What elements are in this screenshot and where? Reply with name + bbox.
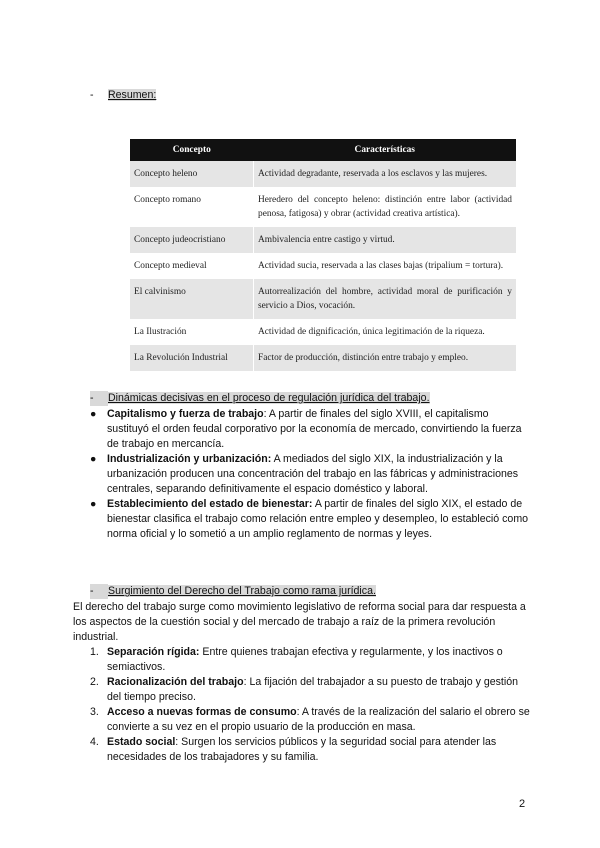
cell-description: Ambivalencia entre castigo y virtud. <box>254 227 517 253</box>
bullet-icon: ● <box>90 408 97 420</box>
cell-concept: La Ilustración <box>130 319 254 345</box>
list-item <box>90 407 530 452</box>
item-title: Separación rígida: <box>107 646 200 658</box>
item-text: : A través de la realización del salario el obrero se convierte a su vez en el propio usuario de la producción en masa. <box>107 706 530 733</box>
table-row <box>130 319 516 345</box>
dynamics-heading-text: Dinámicas decisivas en el proceso de regulación jurídica del trabajo. <box>108 392 430 404</box>
item-title: Industrialización y urbanización: <box>107 453 272 465</box>
table-row <box>130 187 516 227</box>
bullet-icon: ● <box>90 453 97 465</box>
cell-concept: Concepto heleno <box>130 161 254 187</box>
dynamics-list <box>90 407 530 542</box>
item-number: 3. <box>90 706 99 718</box>
list-item <box>90 735 530 765</box>
table-row <box>130 227 516 253</box>
table-row <box>130 279 516 319</box>
list-item <box>90 705 530 735</box>
cell-description: Autorrealización del hombre, actividad moral de purificación y servicio a Dios, vocación. <box>254 279 517 319</box>
item-text: A mediados del siglo XIX, la industrialización y la urbanización producen una concentración del trabajo en las fábricas y administraciones centrales, separando definitivamente el espacio doméstico y laboral. <box>107 453 519 495</box>
cell-description: Heredero del concepto heleno: distinción entre labor (actividad penosa, fatigosa) y obrar (actividad creativa artística). <box>254 187 517 227</box>
dash-marker: - <box>90 584 108 599</box>
header-concept: Concepto <box>130 139 254 161</box>
labor-law-paragraph: El derecho del trabajo surge como movimiento legislativo de reforma social para dar respuesta a los aspectos de la cuestión social y del mercado de trabajo a raíz de la primera revolución industrial. <box>73 601 526 643</box>
cell-description: Actividad de dignificación, única legitimación de la riqueza. <box>254 319 517 345</box>
item-text: A partir de finales del siglo XIX, el estado de bienestar clasifica el trabajo como relación entre empleo y desempleo, lo estableció como norma oficial y lo sometió a un amplio reglamento de normas y leyes. <box>107 498 529 540</box>
list-item <box>90 497 530 542</box>
item-title: Acceso a nuevas formas de consumo <box>107 706 297 718</box>
table-row <box>130 253 516 279</box>
item-title: Establecimiento del estado de bienestar: <box>107 498 313 510</box>
dash-marker: - <box>90 89 94 101</box>
bullet-icon: ● <box>90 498 97 510</box>
header-characteristics: Características <box>254 139 517 161</box>
item-text: : A partir de finales del siglo XVIII, el capitalismo sustituyó el orden feudal corporativo por la economía de mercado, convirtiendo la fuerza de trabajo en mercancía. <box>107 408 522 450</box>
labor-law-list <box>90 645 530 765</box>
cell-description: Actividad degradante, reservada a los esclavos y las mujeres. <box>254 161 517 187</box>
item-number: 2. <box>90 676 99 688</box>
concepts-table <box>130 139 516 371</box>
item-text: : Surgen los servicios públicos y la seguridad social para atender las necesidades de los trabajadores y su familia. <box>107 736 497 763</box>
summary-heading-text: Resumen: <box>108 89 157 101</box>
labor-law-heading-text: Surgimiento del Derecho del Trabajo como rama jurídica. <box>108 585 376 597</box>
cell-description: Actividad sucia, reservada a las clases bajas (tripalium = tortura). <box>254 253 517 279</box>
cell-concept: La Revolución Industrial <box>130 345 254 371</box>
item-number: 1. <box>90 646 99 658</box>
item-title: Racionalización del trabajo <box>107 676 244 688</box>
labor-law-heading <box>90 584 376 599</box>
table-row <box>130 161 516 187</box>
cell-concept: Concepto medieval <box>130 253 254 279</box>
item-title: Estado social <box>107 736 176 748</box>
table-header-row <box>130 139 516 161</box>
cell-concept: Concepto romano <box>130 187 254 227</box>
summary-heading <box>90 88 156 103</box>
list-item <box>90 645 530 675</box>
cell-concept: Concepto judeocristiano <box>130 227 254 253</box>
page-number: 2 <box>519 798 526 810</box>
item-number: 4. <box>90 736 99 748</box>
table-row <box>130 345 516 371</box>
list-item <box>90 675 530 705</box>
dynamics-heading <box>90 391 430 406</box>
item-title: Capitalismo y fuerza de trabajo <box>107 408 264 420</box>
item-text: Entre quienes trabajan efectiva y regularmente, y los inactivos o semiactivos. <box>107 646 503 673</box>
cell-description: Factor de producción, distinción entre trabajo y empleo. <box>254 345 517 371</box>
item-text: : La fijación del trabajador a su puesto de trabajo y gestión del tiempo preciso. <box>107 676 519 703</box>
cell-concept: El calvinismo <box>130 279 254 319</box>
list-item <box>90 452 530 497</box>
dash-marker: - <box>90 391 108 406</box>
